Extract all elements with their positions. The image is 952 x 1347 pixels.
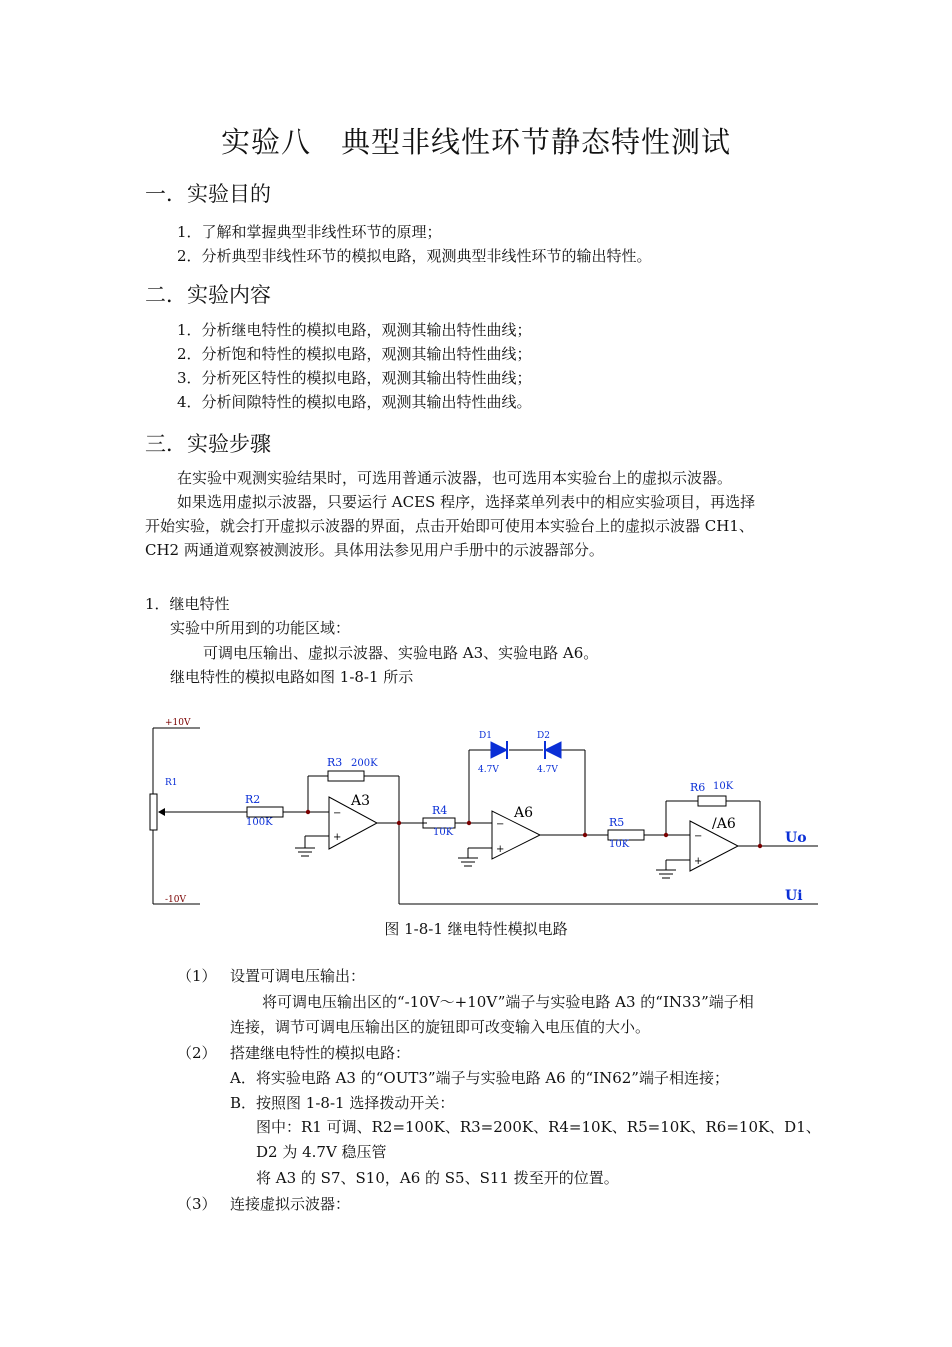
label-d2-value: 4.7V — [537, 765, 558, 775]
opamp-minus-sign: − — [496, 819, 505, 830]
label-minus10v: -10V — [165, 895, 186, 905]
opamp-plus-sign: + — [496, 844, 505, 855]
section-heading-objectives: 一．实验目的 — [145, 182, 271, 206]
label-r5-value: 10K — [609, 839, 630, 850]
r1-potentiometer — [150, 794, 157, 830]
step-line: 图中：R1 可调、R2=100K、R3=200K、R4=10K、R5=10K、R6=10K、D1、 — [256, 1118, 821, 1136]
label-a3: A3 — [351, 793, 371, 809]
step-title: 搭建继电特性的模拟电路： — [230, 1044, 411, 1062]
step-line: D2 为 4.7V 稳压管 — [256, 1143, 387, 1161]
relay-line: 继电特性的模拟电路如图 1-8-1 所示 — [170, 668, 414, 686]
steps-paragraph: 在实验中观测实验结果时，可选用普通示波器，也可选用本实验台上的虚拟示波器。 — [177, 469, 733, 487]
step-line: 将可调电压输出区的“-10V～+10V”端子与实验电路 A3 的“IN33”端子相 — [262, 993, 754, 1011]
step-label: （3） — [177, 1195, 217, 1213]
opamp-plus-sign: + — [694, 856, 703, 867]
label-ui: Ui — [785, 888, 803, 904]
r3-resistor — [328, 771, 364, 781]
step-title: 连接虚拟示波器： — [230, 1195, 351, 1213]
label-d1: D1 — [479, 731, 492, 741]
content-item: 1．分析继电特性的模拟电路，观测其输出特性曲线； — [177, 321, 532, 339]
step-line: A．将实验电路 A3 的“OUT3”端子与实验电路 A6 的“IN62”端子相连接； — [230, 1069, 729, 1087]
objective-item: 1．了解和掌握典型非线性环节的原理； — [177, 223, 442, 241]
d2-zener-diode — [545, 742, 561, 758]
label-r3: R3 — [327, 756, 343, 769]
step-line: B．按照图 1-8-1 选择拨动开关： — [230, 1094, 455, 1112]
wiper-arrow-icon — [158, 808, 165, 816]
label-d2: D2 — [537, 731, 550, 741]
step-label: （2） — [177, 1044, 217, 1062]
step-line: 将 A3 的 S7、S10，A6 的 S5、S11 拨至开的位置。 — [256, 1169, 619, 1187]
content-item: 2．分析饱和特性的模拟电路，观测其输出特性曲线； — [177, 345, 532, 363]
steps-paragraph: 开始实验，就会打开虚拟示波器的界面，点击开始即可使用本实验台上的虚拟示波器 CH1、 — [145, 517, 754, 535]
label-uo: Uo — [785, 830, 807, 846]
label-r3-value: 200K — [351, 758, 378, 769]
opamp-minus-sign: − — [694, 831, 703, 842]
opamp-plus-sign: + — [333, 832, 342, 843]
content-item: 3．分析死区特性的模拟电路，观测其输出特性曲线； — [177, 369, 532, 387]
label-r4-value: 10K — [433, 827, 454, 838]
relay-circuit-diagram — [145, 712, 825, 912]
label-r5: R5 — [609, 816, 625, 829]
relay-heading: 1．继电特性 — [145, 595, 230, 613]
d1-zener-diode — [491, 742, 507, 758]
opamp-minus-sign: − — [333, 808, 342, 819]
step-title: 设置可调电压输出： — [230, 967, 366, 985]
label-r6: R6 — [690, 781, 706, 794]
objective-item: 2．分析典型非线性环节的模拟电路，观测典型非线性环节的输出特性。 — [177, 247, 652, 265]
label-d1-value: 4.7V — [478, 765, 499, 775]
label-a6-mid: A6 — [514, 805, 534, 821]
relay-line: 实验中所用到的功能区域： — [170, 619, 351, 637]
relay-line: 可调电压输出、虚拟示波器、实验电路 A3、实验电路 A6。 — [203, 644, 599, 662]
label-r2: R2 — [245, 793, 261, 806]
page-title: 实验八 典型非线性环节静态特性测试 — [220, 125, 731, 159]
r2-resistor — [247, 807, 283, 817]
label-plus10v: +10V — [165, 718, 191, 728]
section-heading-content: 二．实验内容 — [145, 283, 271, 307]
step-label: （1） — [177, 967, 217, 985]
step-line: 连接，调节可调电压输出区的旋钮即可改变输入电压值的大小。 — [230, 1018, 651, 1036]
steps-paragraph: CH2 两通道观察被测波形。具体用法参见用户手册中的示波器部分。 — [145, 541, 604, 559]
label-r6-value: 10K — [713, 781, 734, 792]
figure-caption: 图 1-8-1 继电特性模拟电路 — [384, 920, 568, 938]
label-r4: R4 — [432, 804, 448, 817]
label-a6-out: /A6 — [712, 816, 736, 832]
steps-paragraph: 如果选用虚拟示波器，只要运行 ACES 程序，选择菜单列表中的相应实验项目，再选择 — [177, 493, 756, 511]
label-r2-value: 100K — [246, 817, 273, 828]
label-r1: R1 — [165, 778, 178, 788]
content-item: 4．分析间隙特性的模拟电路，观测其输出特性曲线。 — [177, 393, 532, 411]
section-heading-steps: 三．实验步骤 — [145, 432, 271, 456]
r6-resistor — [698, 796, 726, 806]
